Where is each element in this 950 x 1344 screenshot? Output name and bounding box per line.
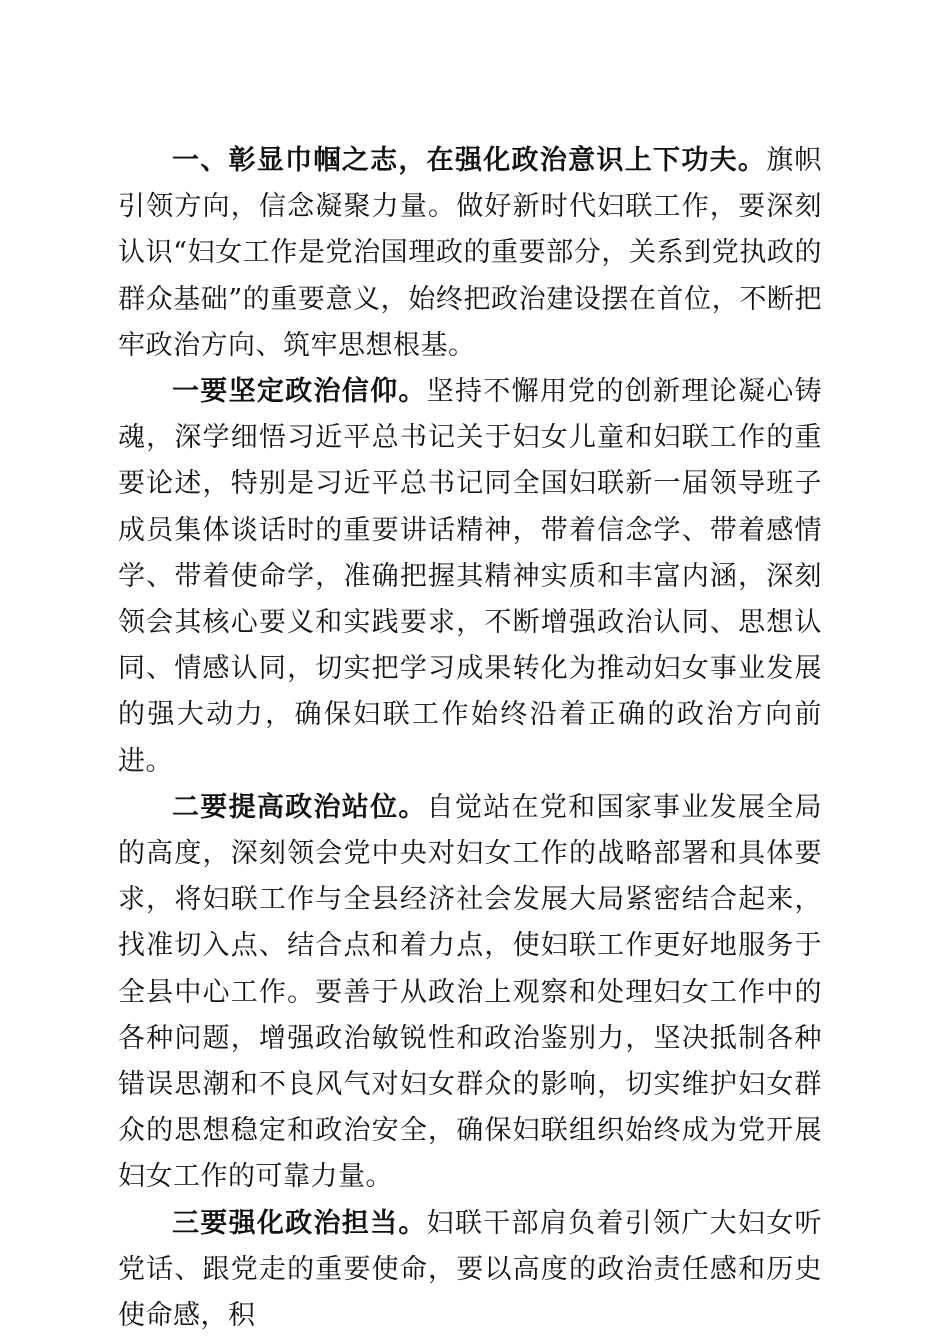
paragraph-heading: 一要坚定政治信仰。 [172, 376, 427, 408]
paragraph-section-one [118, 138, 822, 369]
document-body [118, 138, 822, 1339]
paragraph-heading: 一、彰显巾帼之志，在强化政治意识上下功夫。 [172, 145, 767, 176]
paragraph-political-responsibility [118, 1201, 822, 1340]
paragraph-text: 自觉站在党和国家事业发展全局的高度，深刻领会党中央对妇女工作的战略部署和具体要求，将妇联工作与全县经济社会发展大局紧密结合起来，找准切入点、结合点和着力点，使妇联工作更好地服务于全县中心工作。要善于从政治上观察和处理妇女工作中的各种问题，增强政治敏锐性和政治鉴别力，坚决抵制各种错误思潮和不良风气对妇女群众的影响，切实维护妇女群众的思想稳定和政治安全，确保妇联组织始终成为党开展妇女工作的可靠力量。 [118, 791, 823, 1193]
paragraph-text: 坚持不懈用党的创新理论凝心铸魂，深学细悟习近平总书记关于妇女儿童和妇联工作的重要论述，特别是习近平总书记同全国妇联新一届领导班子成员集体谈话时的重要讲话精神，带着信念学、带着感情学、带着使命学，准确把握其精神实质和丰富内涵，深刻领会其核心要义和实践要求，不断增强政治认同、思想认同、情感认同，切实把学习成果转化为推动妇女事业发展的强大动力，确保妇联工作始终沿着正确的政治方向前进。 [118, 376, 823, 777]
paragraph-text: 妇联干部肩负着引领广大妇女听党话、跟党走的重要使命，要以高度的政治责任感和历史使命感，积 [118, 1207, 823, 1332]
paragraph-heading: 二要提高政治站位。 [172, 791, 427, 823]
paragraph-political-belief [118, 369, 822, 785]
paragraph-heading: 三要强化政治担当。 [172, 1207, 427, 1239]
paragraph-text: 旗帜引领方向，信念凝聚力量。做好新时代妇联工作，要深刻认识“妇女工作是党治国理政的重要部分，关系到党执政的群众基础”的重要意义，始终把政治建设摆在首位，不断把牢政治方向、筑牢思想根基。 [118, 145, 823, 361]
paragraph-political-standing [118, 785, 822, 1201]
